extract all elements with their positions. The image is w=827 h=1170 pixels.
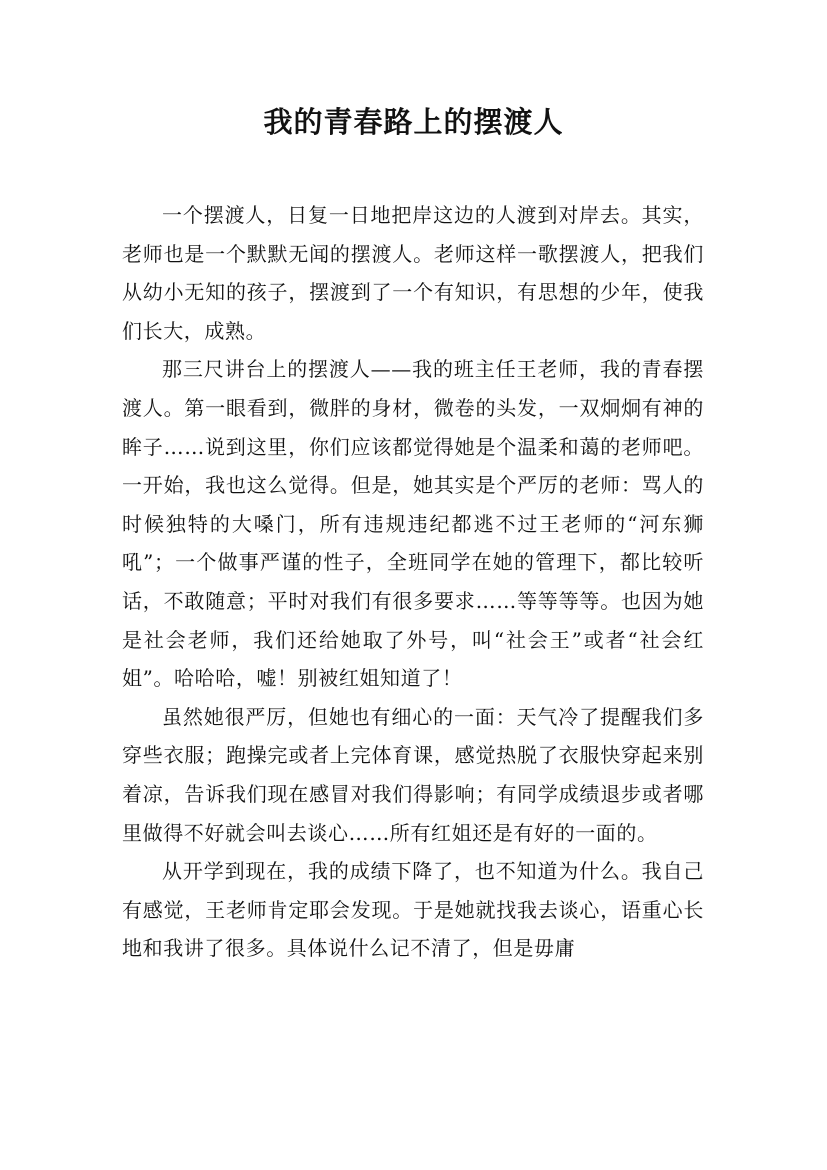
paragraph-2: 那三尺讲台上的摆渡人——我的班主任王老师，我的青春摆渡人。第一眼看到，微胖的身材，微卷的头发，一双炯炯有神的眸子……说到这里，你们应该都觉得她是个温柔和蔼的老师吧。一开始，我也这么觉得。但是，她其实是个严厉的老师：骂人的时候独特的大嗓门，所有违规违纪都逃不过王老师的“河东狮吼”；一个做事严谨的性子，全班同学在她的管理下，都比较听话，不敢随意；平时对我们有很多要求……等等等等。也因为她是社会老师，我们还给她取了外号，叫“社会王”或者“社会红姐”。哈哈哈，嘘！别被红姐知道了！ (122, 357, 704, 691)
paragraph-3: 虽然她很严厉，但她也有细心的一面：天气冷了提醒我们多穿些衣服；跑操完或者上完体育课，感觉热脱了衣服快穿起来别着凉，告诉我们现在感冒对我们得影响；有同学成绩退步或者哪里做得不好就会叫去谈心……所有红姐还是有好的一面的。 (122, 704, 704, 845)
document-body (122, 196, 704, 968)
paragraph-1: 一个摆渡人，日复一日地把岸这边的人渡到对岸去。其实，老师也是一个默默无闻的摆渡人。老师这样一歌摆渡人，把我们从幼小无知的孩子，摆渡到了一个有知识，有思想的少年，使我们长大，成熟。 (122, 203, 704, 343)
paragraph-4: 从开学到现在，我的成绩下降了，也不知道为什么。我自己有感觉，王老师肯定耶会发现。于是她就找我去谈心，语重心长地和我讲了很多。具体说什么记不清了，但是毋庸 (122, 859, 704, 961)
document-title: 我的青春路上的摆渡人 (263, 105, 564, 139)
